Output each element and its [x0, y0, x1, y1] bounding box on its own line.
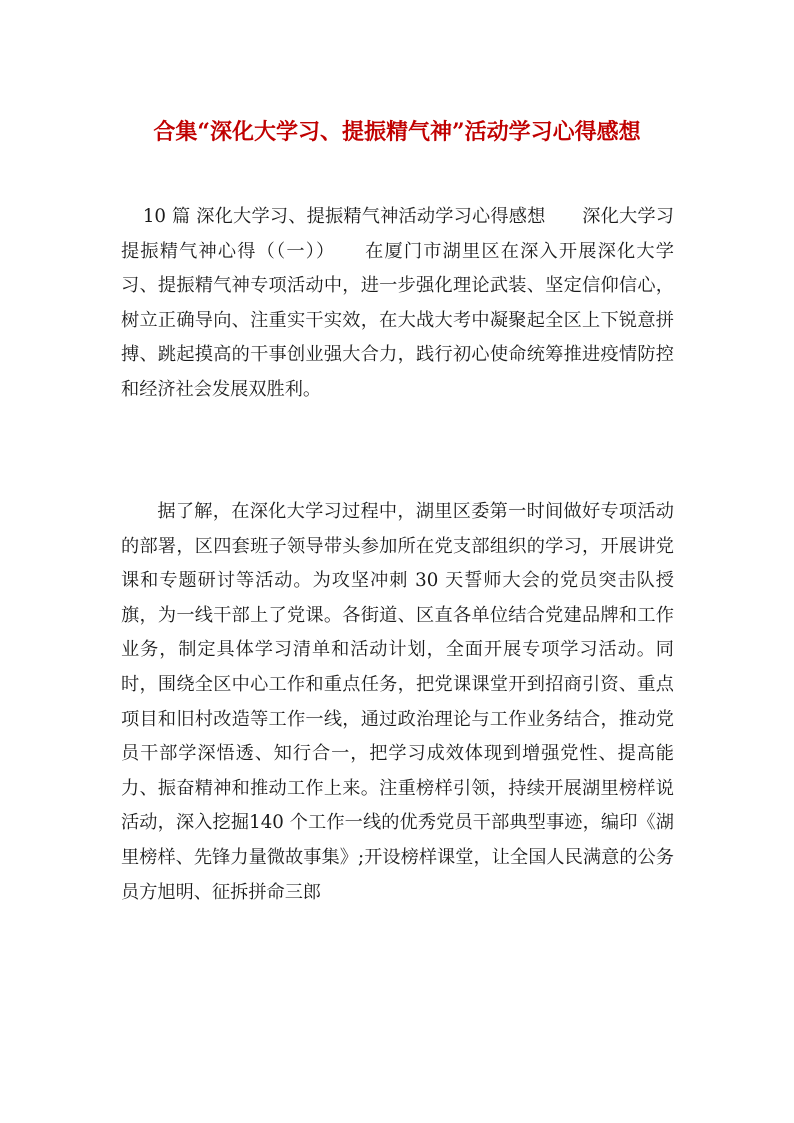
paragraph-intro: 10 篇 深化大学习、提振精气神活动学习心得感想 深化大学习提振精气神心得（（一）） 在厦门市湖里区在深入开展深化大学习、提振精气神专项活动中，进一步强化理论武装、坚定信仰信心，树立正确导向、注重实干实效，在大战大考中凝聚起全区上下锐意拼搏、跳起摸高的干事创业强大合力，践行初心使命统筹推进疫情防控和经济社会发展双胜利。 — [121, 206, 674, 400]
document-title: 合集“深化大学习、提振精气神”活动学习心得感想 — [153, 118, 641, 145]
paragraph-body: 据了解，在深化大学习过程中，湖里区委第一时间做好专项活动的部署，区四套班子领导带头参加所在党支部组织的学习，开展讲党课和专题研讨等活动。为攻坚冲刺 30 天誓师大会的党员突击队授旗，为一线干部上了党课。各街道、区直各单位结合党建品牌和工作业务，制定具体学习清单和活动计划，全面开展专项学习活动。同时，围绕全区中心工作和重点任务，把党课课堂开到招商引资、重点项目和旧村改造等工作一线，通过政治理论与工作业务结合，推动党员干部学深悟透、知行合一，把学习成效体现到增强党性、提高能力、振奋精神和推动工作上来。注重榜样引领，持续开展湖里榜样说活动，深入挖掘140 个工作一线的优秀党员干部典型事迹，编印《湖里榜样、先锋力量微故事集》;开设榜样课堂，让全国人民满意的公务员方旭明、征拆拼命三郎 — [121, 501, 674, 903]
